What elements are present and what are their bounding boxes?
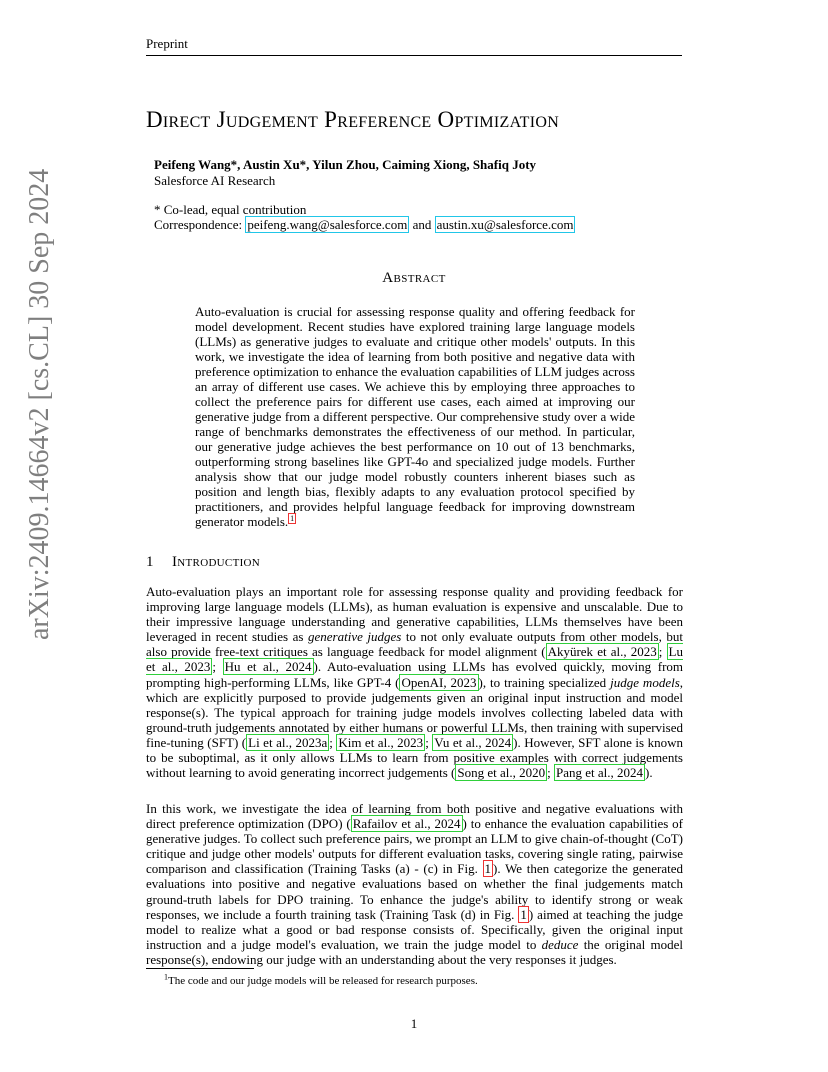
- text-span: ), to training specialized: [478, 674, 611, 690]
- arxiv-identifier-stamp: arXiv:2409.14664v2 [cs.CL] 30 Sep 2024: [24, 168, 55, 640]
- figure-ref-1[interactable]: 1: [484, 861, 492, 877]
- correspondence-line: [154, 217, 575, 233]
- footnote-ref-1[interactable]: 1: [290, 513, 295, 523]
- citation-lu[interactable]: Lu et al., 2023: [146, 644, 683, 675]
- text-span: ). However, SFT alone is known to be suboptimal, as it only allows LLMs to learn from positive examples with correct judgements without learning to avoid generating incorrect judgements (: [146, 734, 683, 781]
- text-span: to not only evaluate outputs from other models, but also provide free-text critiques as language feedback for model alignment (: [146, 629, 683, 660]
- text-span: Auto-evaluation plays an important role for assessing response quality and providing feedback for improving large language models (LLMs), as human evaluation is expensive and unscalable. Due to their impressive language understanding and generative capabilities, LLMs themselves have been leveraged in recent studies as: [146, 584, 683, 645]
- text-span: In this work, we investigate the idea of learning from both positive and negative evaluations with direct preference optimization (DPO) (: [146, 801, 683, 832]
- footnote-divider: [146, 968, 254, 969]
- emphasis: judge models: [610, 674, 680, 690]
- abstract-text: Auto-evaluation is crucial for assessing response quality and offering feedback for model development. Recent studies have explored training large language models (LLMs) as generative judges to evaluate and critique other models' outputs. In this work, we investigate the idea of learning from both positive and negative data with preference optimization to enhance the evaluation capabilities of LLM judges across an array of different use cases. We achieve this by employing three approaches to collect the preference pairs for different use cases, each aimed at improving our generative judge from a different perspective. Our comprehensive study over a wide range of benchmarks demonstrates the effectiveness of our method. In particular, our generative judge achieves the best performance on 10 out of 13 benchmarks, outperforming strong baselines like GPT-4o and specialized judge models. Further analysis show that our judge model robustly counters inherent biases such as position and length bias, flexibly adapts to any evaluation protocol specified by practitioners, and provides helpful language feedback for improving downstream generator models.: [195, 304, 635, 529]
- footnote-text: The code and our judge models will be released for research purposes.: [168, 975, 478, 987]
- footnote-mark: 1: [164, 972, 168, 982]
- intro-paragraph-1: [146, 584, 683, 780]
- citation-vu[interactable]: Vu et al., 2024: [434, 734, 512, 750]
- section-number: 1: [146, 554, 154, 570]
- text-span: ). We then categorize the generated evaluations into positive and negative evaluations based on whether the final judgements match ground-truth labels for DPO training. To enhance the judge's ability to identify strong or weak responses, we include a fourth training task (Training Task (d) in Fig.: [146, 861, 683, 922]
- citation-hu[interactable]: Hu et al., 2024: [224, 659, 312, 675]
- abstract-body: [195, 304, 635, 529]
- affiliation: Salesforce AI Research: [154, 173, 276, 188]
- text-span: ). Auto-evaluation using LLMs has evolved quickly, moving from prompting high-performing LLMs, like GPT-4 (: [146, 659, 684, 690]
- email-link-austin[interactable]: austin.xu@salesforce.com: [436, 217, 574, 232]
- author-list: Peifeng Wang*, Austin Xu*, Yilun Zhou, Caiming Xiong, Shafiq Joty: [154, 157, 537, 172]
- separator: ;: [212, 659, 223, 675]
- separator: ;: [547, 765, 555, 781]
- contribution-note: * Co-lead, equal contribution: [154, 202, 307, 217]
- citation-rafailov[interactable]: Rafailov et al., 2024: [352, 816, 461, 832]
- text-span: ) to enhance the evaluation capabilities of generative judges. To collect such preference pairs, we prompt an LLM to give chain-of-thought (CoT) critique and judge other models' outputs for different evaluation tasks, covering single rating, pairwise comparison and classification (Training Tasks (a) - (c) in Fig.: [146, 816, 684, 877]
- separator: ;: [329, 734, 337, 750]
- emphasis: generative judges: [308, 629, 402, 645]
- figure-ref-1[interactable]: 1: [520, 906, 527, 922]
- correspondence-and: and: [409, 217, 435, 232]
- citation-openai[interactable]: OpenAI, 2023: [401, 674, 477, 690]
- separator: ;: [658, 644, 667, 660]
- section-title: Introduction: [172, 554, 261, 570]
- citation-song[interactable]: Song et al., 2020: [457, 765, 546, 781]
- emphasis: deduce: [541, 936, 579, 952]
- abstract-heading: Abstract: [382, 270, 446, 286]
- section-heading-introduction: [146, 554, 260, 571]
- page-number: 1: [410, 1016, 418, 1031]
- citation-akyurek[interactable]: Akyürek et al., 2023: [547, 644, 657, 660]
- text-span: the original model response(s), endowing our judge with an understanding about the very responses it judges.: [146, 936, 684, 967]
- email-link-peifeng[interactable]: peifeng.wang@salesforce.com: [247, 217, 408, 232]
- running-head: Preprint: [146, 36, 682, 56]
- paper-title: Direct Judgement Preference Optimization: [146, 107, 560, 132]
- citation-li[interactable]: Li et al., 2023a: [248, 734, 328, 750]
- intro-paragraph-2: [146, 801, 683, 967]
- citation-pang[interactable]: Pang et al., 2024: [556, 765, 644, 781]
- citation-kim[interactable]: Kim et al., 2023: [338, 734, 424, 750]
- separator: ;: [425, 734, 433, 750]
- text-span: , which are explicitly purposed to provide judgements given an original input instruction and model response(s). The typical approach for training judge models involves collecting labeled data with ground-truth judgements annotated by either humans or powerful LLMs, then training with supervised fine-tuning (SFT) (: [146, 674, 684, 750]
- text-span: ) aimed at teaching the judge model to realize what a good or bad response consists of. Specifically, given the original input instruction and a judge model's evaluation, we train the judge model to: [146, 906, 683, 952]
- footnote: [164, 972, 478, 987]
- text-span: ).: [645, 765, 653, 781]
- correspondence-label: Correspondence:: [154, 217, 246, 232]
